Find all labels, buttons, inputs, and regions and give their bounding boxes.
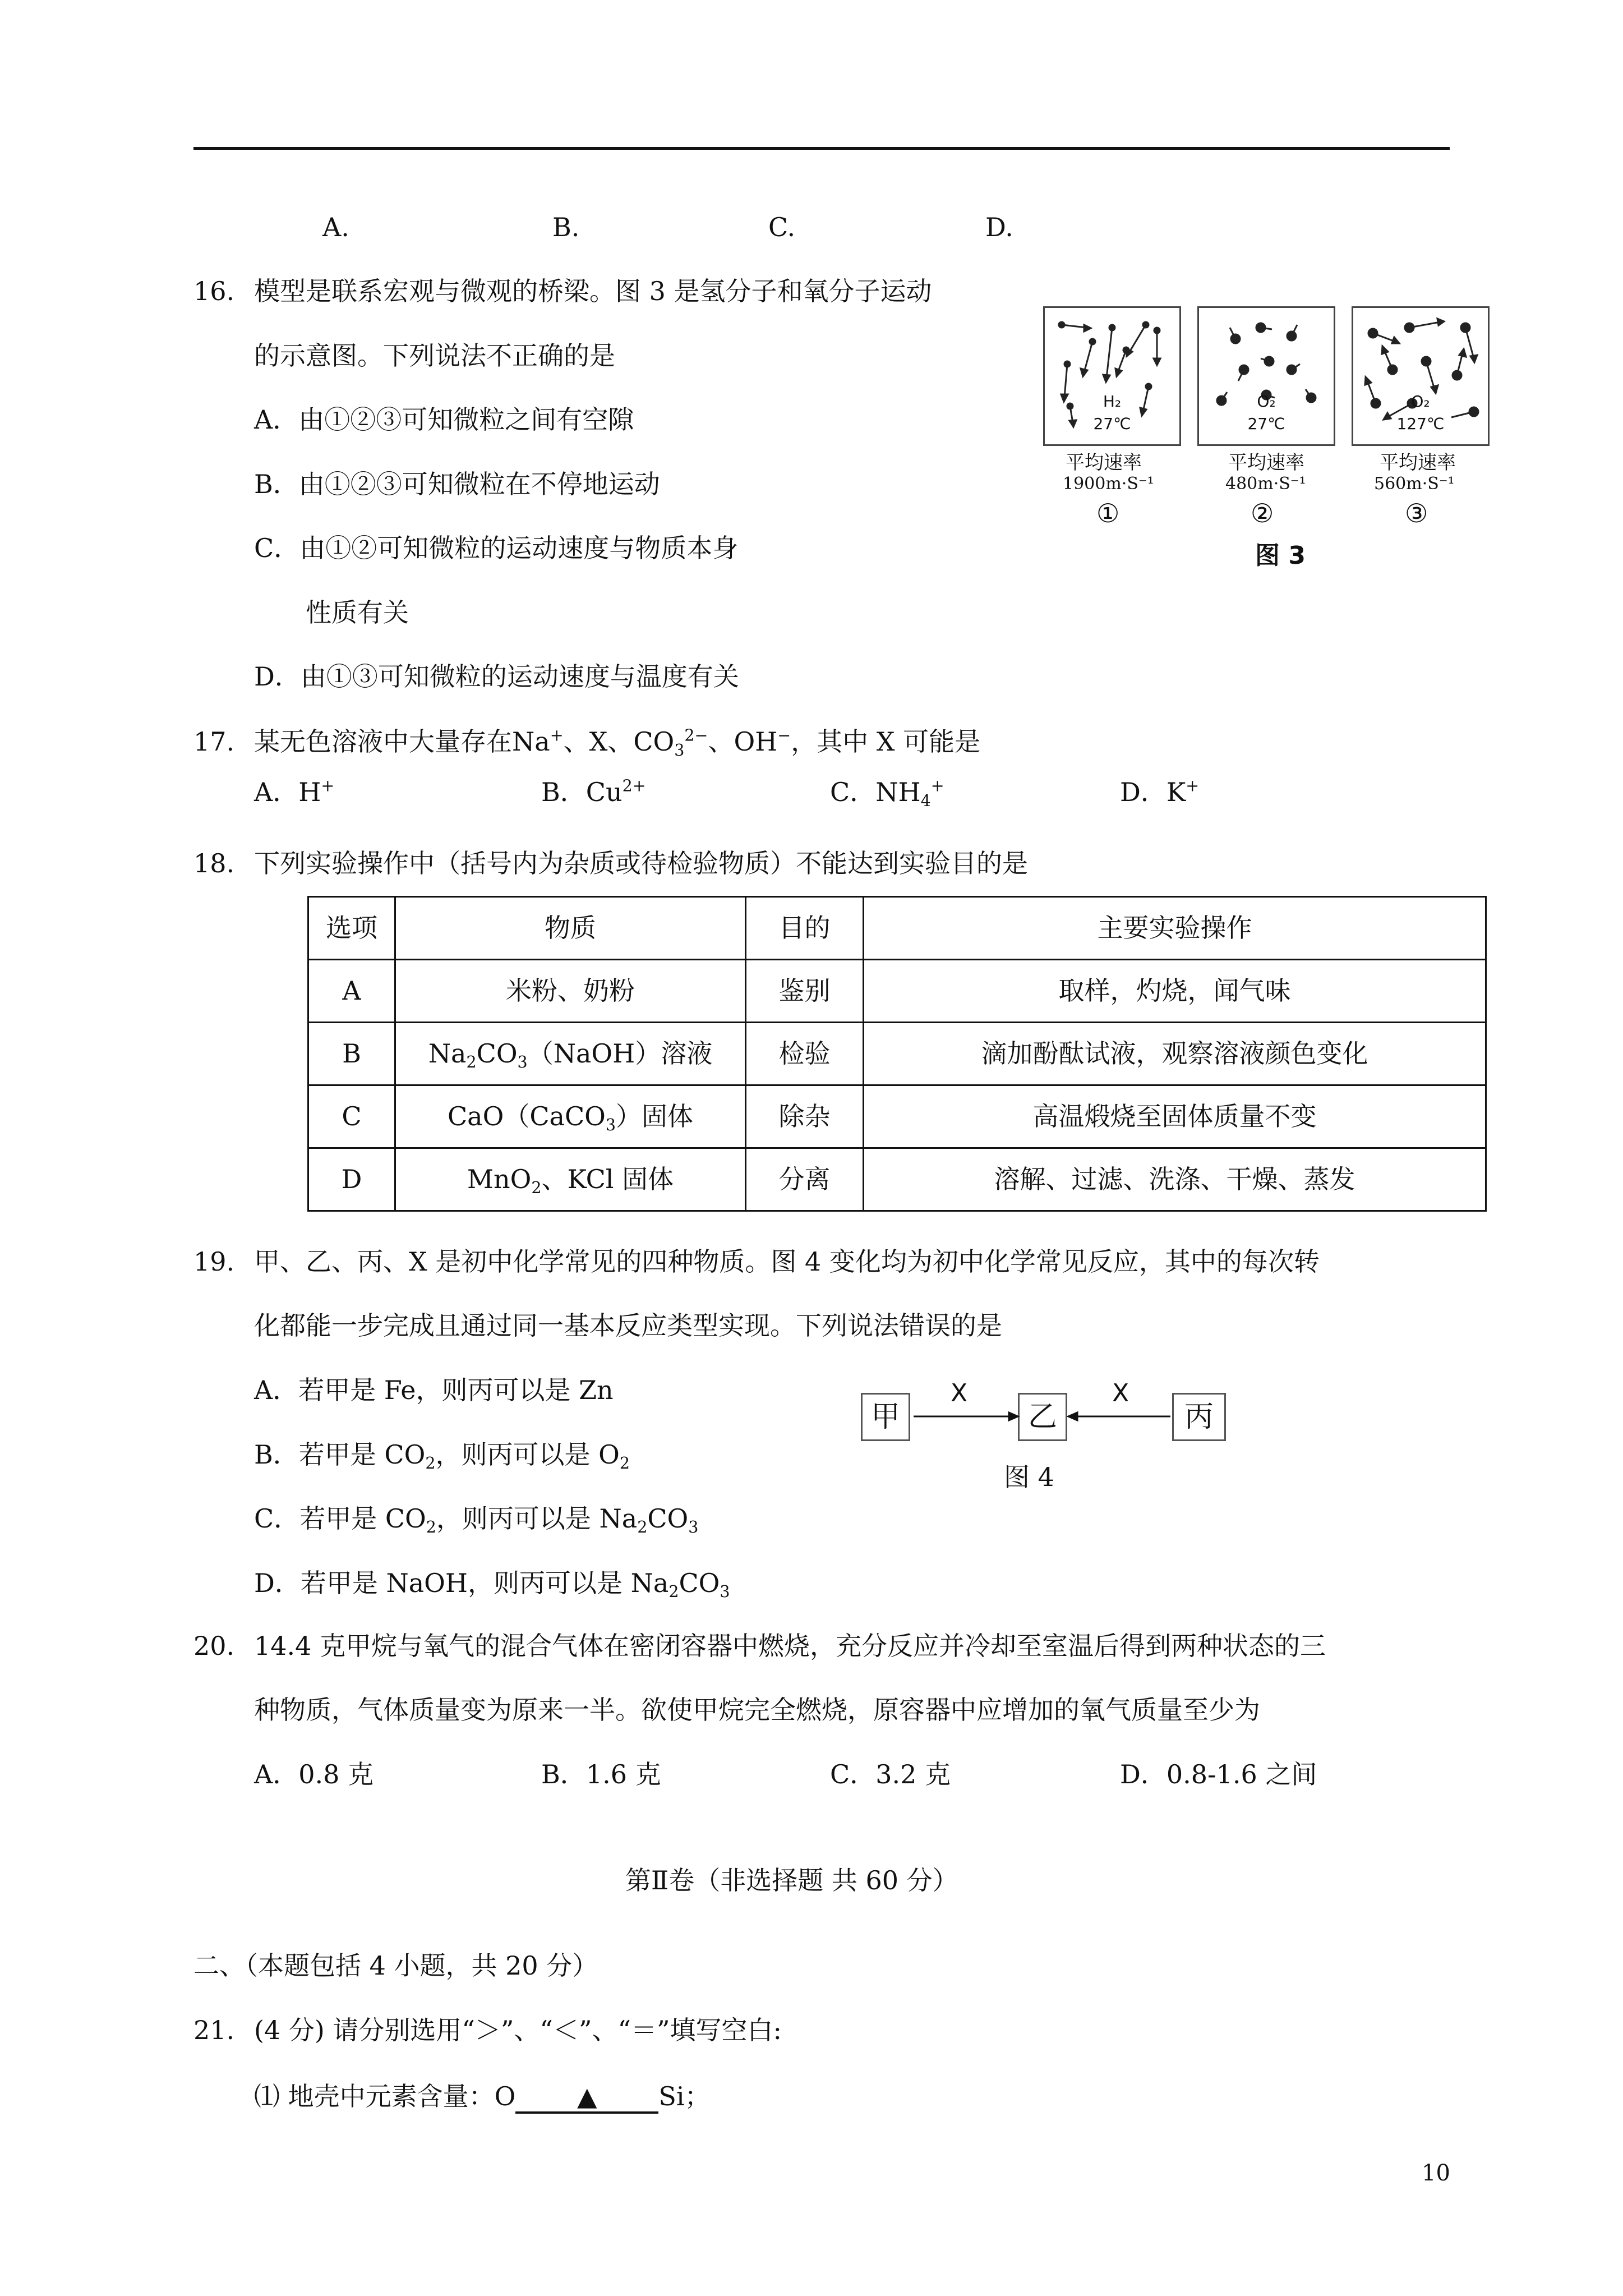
table-cell-substance: CaO（CaCO$_3$）固体	[395, 1085, 746, 1148]
q16-option-c-cont: 性质有关	[306, 597, 409, 628]
fig3-rate-1: 1900m·S⁻¹	[1063, 474, 1154, 494]
table-row[interactable]	[308, 1023, 1486, 1085]
q19-option-b[interactable]: B．若甲是 $CO_2$，则丙可以是 $O_2$	[254, 1439, 630, 1473]
fig3-caption: 图 3	[1255, 541, 1306, 570]
table-cell-substance: $Na_2CO_3(NaOH)$溶液	[395, 1023, 746, 1085]
table-row[interactable]	[308, 1148, 1486, 1211]
table-cell-purpose: 鉴别	[746, 960, 864, 1023]
fig4-node-bing: 丙	[1172, 1393, 1226, 1441]
prev-option-c[interactable]: C.	[768, 212, 796, 242]
header-rule	[193, 147, 1450, 150]
table-cell-purpose: 分离	[746, 1148, 864, 1211]
q19-stem-line2: 化都能一步完成且通过同一基本反应类型实现。下列说法错误的是	[254, 1310, 1002, 1341]
q16-stem-line1: 模型是联系宏观与微观的桥梁。图 3 是氢分子和氧分子运动	[254, 276, 932, 306]
q20-number: 20.	[193, 1631, 235, 1661]
table-row[interactable]	[308, 1085, 1486, 1148]
table-cell-option: C	[308, 1085, 395, 1148]
table-row[interactable]	[308, 960, 1486, 1023]
arrow-head-left-icon	[1068, 1412, 1077, 1420]
q16-stem-line2: 的示意图。下列说法不正确的是	[254, 341, 615, 371]
q18-number: 18.	[193, 848, 235, 878]
fig4-caption: 图 4	[1004, 1462, 1054, 1492]
q20-option-c[interactable]: C．3.2 克	[830, 1759, 951, 1789]
fig3-rate-label-3: 平均速率	[1380, 452, 1456, 474]
part-2-header: 二、（本题包括 4 小题，共 20 分）	[193, 1950, 598, 1981]
q16-option-d[interactable]: D．由①③可知微粒的运动速度与温度有关	[254, 661, 739, 692]
table-cell-operation: 滴加酚酞试液，观察溶液颜色变化	[864, 1023, 1486, 1085]
fig3-gas-1: H₂	[1103, 392, 1122, 411]
table-header-cell: 物质	[395, 897, 746, 960]
prev-option-a[interactable]: A.	[322, 212, 349, 242]
section-2-title: 第Ⅱ卷（非选择题 共 60 分）	[625, 1865, 958, 1895]
q20-stem-line2: 种物质，气体质量变为原来一半。欲使甲烷完全燃烧，原容器中应增加的氧气质量至少为	[254, 1695, 1260, 1725]
q18-table	[307, 896, 1487, 1212]
q20-option-b[interactable]: B．1.6 克	[541, 1759, 661, 1789]
fig3-rate-3: 560m·S⁻¹	[1374, 474, 1455, 494]
fig3-temp-1: 27℃	[1093, 415, 1131, 433]
q16-number: 16.	[193, 276, 235, 306]
prev-option-b[interactable]: B.	[552, 212, 580, 242]
table-header-cell: 选项	[308, 897, 395, 960]
table-cell-operation: 取样，灼烧，闻气味	[864, 960, 1486, 1023]
table-header-row	[308, 897, 1486, 960]
table-cell-option: A	[308, 960, 395, 1023]
table-cell-option: D	[308, 1148, 395, 1211]
q16-option-c[interactable]: C．由①②可知微粒的运动速度与物质本身	[254, 533, 739, 563]
q16-option-a[interactable]: A．由①②③可知微粒之间有空隙	[254, 404, 634, 435]
fig4-arrows	[910, 1405, 1174, 1428]
q21-stem: (4 分) 请分别选用“＞”、“＜”、“＝”填写空白:	[254, 2015, 782, 2045]
table-header-cell: 主要实验操作	[864, 897, 1486, 960]
fig3-gas-2: O₂	[1257, 392, 1276, 411]
q19-option-c[interactable]: C．若甲是 $CO_2$，则丙可以是 $Na_2CO_3$	[254, 1503, 699, 1537]
fig3-gas-3: O₂	[1411, 392, 1430, 411]
fig3-marker-3: ③	[1405, 498, 1428, 528]
table-cell-operation: 溶解、过滤、洗涤、干燥、蒸发	[864, 1148, 1486, 1211]
q17-option-a[interactable]: A．H+	[254, 776, 335, 807]
fig3-marker-1: ①	[1096, 498, 1120, 528]
table-header-cell: 目的	[746, 897, 864, 960]
table-cell-operation: 高温煅烧至固体质量不变	[864, 1085, 1486, 1148]
fig3-rate-2: 480m·S⁻¹	[1225, 474, 1306, 494]
table-cell-substance: MnO$_2$、KCl 固体	[395, 1148, 746, 1211]
q19-option-d[interactable]: D．若甲是 NaOH，则丙可以是 $Na_2CO_3$	[254, 1568, 730, 1602]
q20-option-d[interactable]: D．0.8-1.6 之间	[1120, 1759, 1317, 1789]
fig4-node-jia: 甲	[861, 1393, 910, 1441]
q17-option-c[interactable]: C．$NH_4^+$	[830, 776, 944, 811]
q20-option-a[interactable]: A．0.8 克	[254, 1759, 374, 1789]
q21-number: 21.	[193, 2015, 235, 2045]
fig3-temp-3: 127℃	[1396, 415, 1445, 433]
q18-stem: 下列实验操作中（括号内为杂质或待检验物质）不能达到实验目的是	[254, 848, 1028, 878]
q17-option-b[interactable]: B．$Cu^{2+}$	[541, 776, 646, 807]
table-cell-purpose: 除杂	[746, 1085, 864, 1148]
fig4-node-yi: 乙	[1018, 1393, 1067, 1441]
fig4-label-x1: X	[951, 1379, 968, 1407]
arrow-head-right-icon	[1009, 1412, 1018, 1420]
fig3-marker-2: ②	[1251, 498, 1274, 528]
fig4-label-x2: X	[1112, 1379, 1129, 1407]
table-cell-substance: 米粉、奶粉	[395, 960, 746, 1023]
q19-option-a[interactable]: A．若甲是 Fe，则丙可以是 Zn	[254, 1375, 614, 1405]
table-cell-option: B	[308, 1023, 395, 1085]
q20-stem-line1: 14.4 克甲烷与氧气的混合气体在密闭容器中燃烧，充分反应并冷却至室温后得到两种状态的三	[254, 1631, 1326, 1661]
answer-blank[interactable]: ▲	[515, 2081, 658, 2114]
table-cell-purpose: 检验	[746, 1023, 864, 1085]
q19-number: 19.	[193, 1246, 235, 1277]
q16-option-b[interactable]: B．由①②③可知微粒在不停地运动	[254, 469, 660, 499]
q17-stem: 某无色溶液中大量存在Na+、X、$CO_3^{2-}$、OH−，其中 X 可能是	[254, 726, 981, 760]
fig3-temp-2: 27℃	[1247, 415, 1285, 433]
prev-option-d[interactable]: D.	[985, 212, 1013, 242]
fig3-rate-label-1: 平均速率	[1066, 452, 1142, 474]
q17-number: 17.	[193, 726, 235, 757]
fig3-rate-label-2: 平均速率	[1228, 452, 1304, 474]
q17-option-d[interactable]: D．K+	[1120, 776, 1200, 807]
q21-sub1: ⑴ 地壳中元素含量：O ▲ Si；	[254, 2081, 711, 2114]
q19-stem-line1: 甲、乙、丙、X 是初中化学常见的四种物质。图 4 变化均为初中化学常见反应，其中的每次转	[254, 1246, 1320, 1277]
page-number: 10	[1422, 2160, 1450, 2186]
